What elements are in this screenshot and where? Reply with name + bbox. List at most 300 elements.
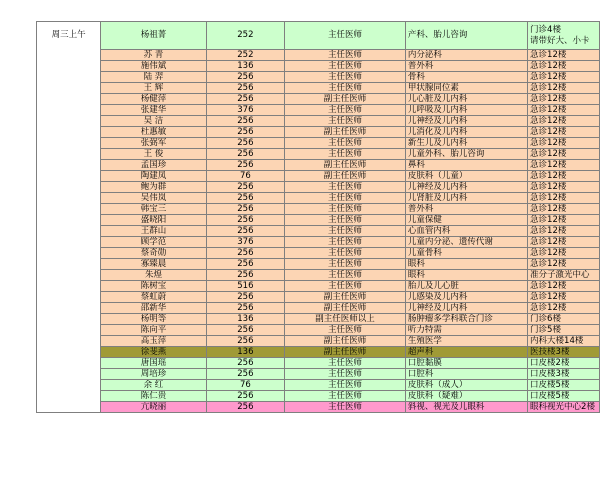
fee-cell [206,138,285,149]
doctor-title: 主任医师 [327,30,362,40]
doctor-name: 蔡奇勋 [140,248,167,258]
location: 眼科视光中心2楼 [530,402,595,412]
doctor-name: 陈向平 [140,325,167,335]
location-cell [528,138,600,149]
location: 急诊12楼 [530,237,567,247]
doctor-row[interactable] [37,171,600,182]
department: 甲状腺同位素 [407,83,459,93]
location: 急诊12楼 [530,50,567,60]
location-cell [528,259,600,270]
doctor-name-cell [101,215,206,226]
doctor-title-cell [285,204,406,215]
location: 急诊12楼 [530,127,567,137]
doctor-name-cell [101,347,206,358]
doctor-name: 周培珍 [140,369,167,379]
doctor-name: 朱煌 [144,270,162,280]
day-label: 周三上午 [51,30,86,40]
doctor-name: 吴伟岚 [140,193,167,203]
doctor-title: 主任医师 [327,138,362,148]
doctor-title-cell [285,391,406,402]
department-cell [405,72,527,83]
doctor-name-cell [101,22,206,50]
doctor-title: 主任医师 [327,116,362,126]
fee: 256 [237,325,254,335]
department-cell [405,215,527,226]
fee: 256 [237,402,254,412]
doctor-title-cell [285,402,406,413]
doctor-title: 主任医师 [327,325,362,335]
doctor-name-cell [101,94,206,105]
fee-cell [206,160,285,171]
doctor-name: 杜惠敏 [140,127,167,137]
department: 儿感染及儿内科 [407,292,468,302]
doctor-title: 副主任医师以上 [315,314,375,324]
department-cell [405,259,527,270]
location-cell [528,105,600,116]
location-cell [528,270,600,281]
department-cell [405,358,527,369]
location: 急诊12楼 [530,105,567,115]
doctor-title: 主任医师 [327,149,362,159]
doctor-row[interactable] [37,204,600,215]
doctor-title: 主任医师 [327,369,362,379]
doctor-name-cell [101,138,206,149]
fee: 252 [237,50,254,60]
doctor-title-cell [285,83,406,94]
doctor-title-cell [285,358,406,369]
location-cell [528,171,600,182]
fee-cell [206,237,285,248]
department: 儿神经及儿内科 [407,303,468,313]
department: 鼻科 [407,160,425,170]
location: 医技楼3楼 [530,347,570,357]
fee-cell [206,259,285,270]
department: 皮肤科（儿童） [407,171,468,181]
doctor-name: 杨明等 [140,314,167,324]
department-cell [405,105,527,116]
doctor-title-cell [285,237,406,248]
fee: 256 [237,116,254,126]
location-cell [528,248,600,259]
doctor-name-cell [101,182,206,193]
location: 内科大楼14楼 [530,336,584,346]
doctor-title-cell [285,336,406,347]
doctor-title-cell [285,50,406,61]
location: 急诊12楼 [530,248,567,258]
fee: 256 [237,215,254,225]
department: 口腔科 [407,369,434,379]
doctor-row[interactable] [37,380,600,391]
fee: 256 [237,226,254,236]
location-cell [528,347,600,358]
doctor-name: 施伟斌 [140,61,167,71]
doctor-row[interactable] [37,237,600,248]
location-cell [528,182,600,193]
doctor-title: 副主任医师 [323,160,367,170]
location-cell [528,61,600,72]
fee: 256 [237,94,254,104]
doctor-title: 主任医师 [327,248,362,258]
department-cell [405,61,527,72]
fee: 256 [237,138,254,148]
doctor-title: 副主任医师 [323,94,367,104]
department-cell [405,402,527,413]
fee-cell [206,116,285,127]
doctor-row[interactable] [37,259,600,270]
department: 儿肾脏及儿内科 [407,193,468,203]
doctor-row[interactable] [37,72,600,83]
doctor-title: 主任医师 [327,105,362,115]
doctor-name-cell [101,160,206,171]
doctor-name-cell [101,204,206,215]
fee: 376 [237,105,254,115]
doctor-name: 王 俊 [143,149,164,159]
doctor-name: 杨健萍 [140,94,167,104]
fee: 256 [237,336,254,346]
department-cell [405,303,527,314]
location-cell [528,358,600,369]
doctor-title: 副主任医师 [323,336,367,346]
department-cell [405,248,527,259]
location: 急诊12楼 [530,193,567,203]
doctor-name: 陶建凤 [140,171,167,181]
doctor-row[interactable] [37,325,600,336]
doctor-row[interactable] [37,281,600,292]
location: 急诊12楼 [530,204,567,214]
fee-cell [206,380,285,391]
location: 急诊12楼 [530,171,567,181]
fee-cell [206,193,285,204]
doctor-row[interactable] [37,336,600,347]
doctor-row[interactable] [37,226,600,237]
fee-cell [206,204,285,215]
department-cell [405,171,527,182]
day-label-cell [37,22,101,413]
doctor-row[interactable] [37,215,600,226]
location: 急诊12楼 [530,215,567,225]
department-cell [405,237,527,248]
location: 口皮楼5楼 [530,380,570,390]
department: 内分泌科 [407,50,442,60]
doctor-title: 主任医师 [327,281,362,291]
doctor-title: 副主任医师 [323,171,367,181]
department: 皮肤科（成人） [407,380,468,390]
department-cell [405,226,527,237]
department: 胎儿及儿心脏 [407,281,459,291]
fee-cell [206,50,285,61]
doctor-name: 杨祖菁 [140,30,167,40]
fee-cell [206,226,285,237]
department-cell [405,116,527,127]
department: 儿童保健 [407,215,442,225]
location: 急诊12楼 [530,116,567,126]
fee: 136 [237,314,254,324]
doctor-name: 王 辉 [143,83,164,93]
doctor-title: 副主任医师 [323,303,367,313]
department-cell [405,160,527,171]
doctor-title-cell [285,292,406,303]
department-cell [405,314,527,325]
doctor-title: 主任医师 [327,358,362,368]
doctor-name: 陈树宝 [140,281,167,291]
doctor-row[interactable] [37,105,600,116]
fee: 256 [237,127,254,137]
doctor-name-cell [101,292,206,303]
doctor-row[interactable] [37,248,600,259]
doctor-name-cell [101,314,206,325]
location: 急诊12楼 [530,94,567,104]
doctor-title-cell [285,215,406,226]
doctor-title-cell [285,171,406,182]
fee: 256 [237,160,254,170]
doctor-name-cell [101,237,206,248]
location-cell [528,215,600,226]
fee: 256 [237,182,254,192]
fee-cell [206,215,285,226]
location-cell [528,22,600,50]
doctor-name: 高玉萍 [140,336,167,346]
fee-cell [206,171,285,182]
doctor-name: 顾学范 [140,237,167,247]
location-cell [528,369,600,380]
doctor-row[interactable] [37,314,600,325]
fee: 136 [237,61,254,71]
doctor-row[interactable] [37,138,600,149]
doctor-name: 亢晓丽 [140,402,167,412]
doctor-title: 主任医师 [327,204,362,214]
doctor-title: 主任医师 [327,380,362,390]
doctor-row[interactable] [37,402,600,413]
doctor-name: 王群山 [140,226,167,236]
doctor-name: 寡臻晨 [140,259,167,269]
fee-cell [206,391,285,402]
doctor-title: 主任医师 [327,193,362,203]
location: 准分子激光中心 [530,270,590,280]
fee: 136 [237,347,254,357]
doctor-name-cell [101,116,206,127]
location-cell [528,72,600,83]
location-cell [528,292,600,303]
doctor-row[interactable] [37,347,600,358]
doctor-name-cell [101,281,206,292]
fee-cell [206,336,285,347]
doctor-name-cell [101,171,206,182]
department: 肠肿瘤多学科联合门诊 [407,314,493,324]
location-cell [528,303,600,314]
doctor-title: 主任医师 [327,259,362,269]
location-cell [528,325,600,336]
fee-cell [206,358,285,369]
department: 骨科 [407,72,425,82]
department-cell [405,336,527,347]
doctor-name-cell [101,83,206,94]
fee: 256 [237,358,254,368]
doctor-name-cell [101,248,206,259]
fee: 256 [237,259,254,269]
location: 急诊12楼 [530,138,567,148]
department-cell [405,204,527,215]
location-cell [528,226,600,237]
doctor-title-cell [285,369,406,380]
location: 急诊12楼 [530,83,567,93]
doctor-row[interactable] [37,116,600,127]
department: 儿神经及儿内科 [407,182,468,192]
doctor-title-cell [285,270,406,281]
doctor-name: 陆 羿 [143,72,164,82]
fee-cell [206,347,285,358]
doctor-title-cell [285,314,406,325]
department: 口腔黏膜 [407,358,442,368]
department-cell [405,94,527,105]
doctor-title: 主任医师 [327,72,362,82]
department: 心血管内科 [407,226,451,236]
department: 儿童外科、胎儿咨询 [407,149,485,159]
location-cell [528,336,600,347]
doctor-row[interactable] [37,358,600,369]
doctor-row[interactable] [37,270,600,281]
doctor-name-cell [101,358,206,369]
doctor-title: 主任医师 [327,237,362,247]
department-cell [405,391,527,402]
doctor-row[interactable] [37,61,600,72]
doctor-name-cell [101,61,206,72]
fee-cell [206,22,285,50]
doctor-name-cell [101,380,206,391]
location: 急诊12楼 [530,292,567,302]
fee-cell [206,270,285,281]
department-cell [405,127,527,138]
location: 口皮楼3楼 [530,369,570,379]
doctor-title-cell [285,160,406,171]
doctor-title: 主任医师 [327,226,362,236]
doctor-name-cell [101,391,206,402]
department: 皮肤科（疑难） [407,391,468,401]
doctor-row[interactable] [37,182,600,193]
doctor-row[interactable] [37,303,600,314]
fee-cell [206,182,285,193]
department-cell [405,347,527,358]
doctor-title-cell [285,248,406,259]
location: 急诊12楼 [530,182,567,192]
location-cell [528,83,600,94]
doctor-name: 张建华 [140,105,167,115]
department-cell [405,193,527,204]
location: 口皮楼2楼 [530,358,570,368]
doctor-row[interactable] [37,160,600,171]
location: 门诊6楼 [530,314,561,324]
fee-cell [206,314,285,325]
department-cell [405,369,527,380]
department: 生殖医学 [407,336,442,346]
fee-cell [206,369,285,380]
doctor-name-cell [101,193,206,204]
fee-cell [206,94,285,105]
department: 新生儿及儿内科 [407,138,468,148]
fee: 76 [239,380,251,390]
location-cell [528,391,600,402]
location: 口皮楼5楼 [530,391,570,401]
doctor-title: 主任医师 [327,391,362,401]
location-cell [528,204,600,215]
department: 普外科 [407,204,434,214]
location: 急诊12楼 [530,160,567,170]
fee: 256 [237,149,254,159]
doctor-row[interactable] [37,50,600,61]
location-cell [528,193,600,204]
doctor-row[interactable] [37,292,600,303]
doctor-title-cell [285,22,406,50]
department-cell [405,292,527,303]
header-row[interactable] [37,22,600,50]
fee: 256 [237,369,254,379]
department: 眼科 [407,259,425,269]
fee: 256 [237,248,254,258]
department: 儿呼吸及儿内科 [407,105,468,115]
doctor-title-cell [285,281,406,292]
department-cell [405,281,527,292]
fee-cell [206,325,285,336]
doctor-row[interactable] [37,94,600,105]
doctor-title: 主任医师 [327,182,362,192]
doctor-name-cell [101,259,206,270]
doctor-name-cell [101,149,206,160]
doctor-name: 唐国瑶 [140,358,167,368]
department-cell [405,22,527,50]
location: 急诊12楼 [530,72,567,82]
department-cell [405,380,527,391]
doctor-row[interactable] [37,149,600,160]
doctor-title-cell [285,127,406,138]
doctor-name-cell [101,127,206,138]
fee-cell [206,149,285,160]
fee: 256 [237,83,254,93]
department: 产科、胎儿咨询 [407,30,468,40]
location: 急诊12楼 [530,226,567,236]
doctor-name-cell [101,226,206,237]
location-cell [528,50,600,61]
doctor-name: 鲍为群 [140,182,167,192]
location-cell [528,281,600,292]
fee: 256 [237,292,254,302]
doctor-row[interactable] [37,369,600,380]
doctor-row[interactable] [37,193,600,204]
doctor-name: 张弼军 [140,138,167,148]
location: 门诊5楼 [530,325,561,335]
doctor-name-cell [101,325,206,336]
doctor-title: 副主任医师 [323,127,367,137]
department: 儿心脏及儿内科 [407,94,468,104]
fee-cell [206,72,285,83]
doctor-row[interactable] [37,127,600,138]
doctor-name-cell [101,336,206,347]
doctor-name: 徐斐燕 [140,347,167,357]
department: 斜视、视光及儿眼科 [407,402,485,412]
fee: 256 [237,270,254,280]
fee-cell [206,281,285,292]
department-cell [405,149,527,160]
fee-cell [206,402,285,413]
doctor-title-cell [285,138,406,149]
fee-cell [206,248,285,259]
doctor-row[interactable] [37,391,600,402]
doctor-name: 余 红 [143,380,164,390]
doctor-title: 主任医师 [327,50,362,60]
location-cell [528,380,600,391]
department: 儿童骨科 [407,248,442,258]
doctor-title-cell [285,325,406,336]
doctor-row[interactable] [37,83,600,94]
location-line: 门诊4楼 [530,24,561,35]
